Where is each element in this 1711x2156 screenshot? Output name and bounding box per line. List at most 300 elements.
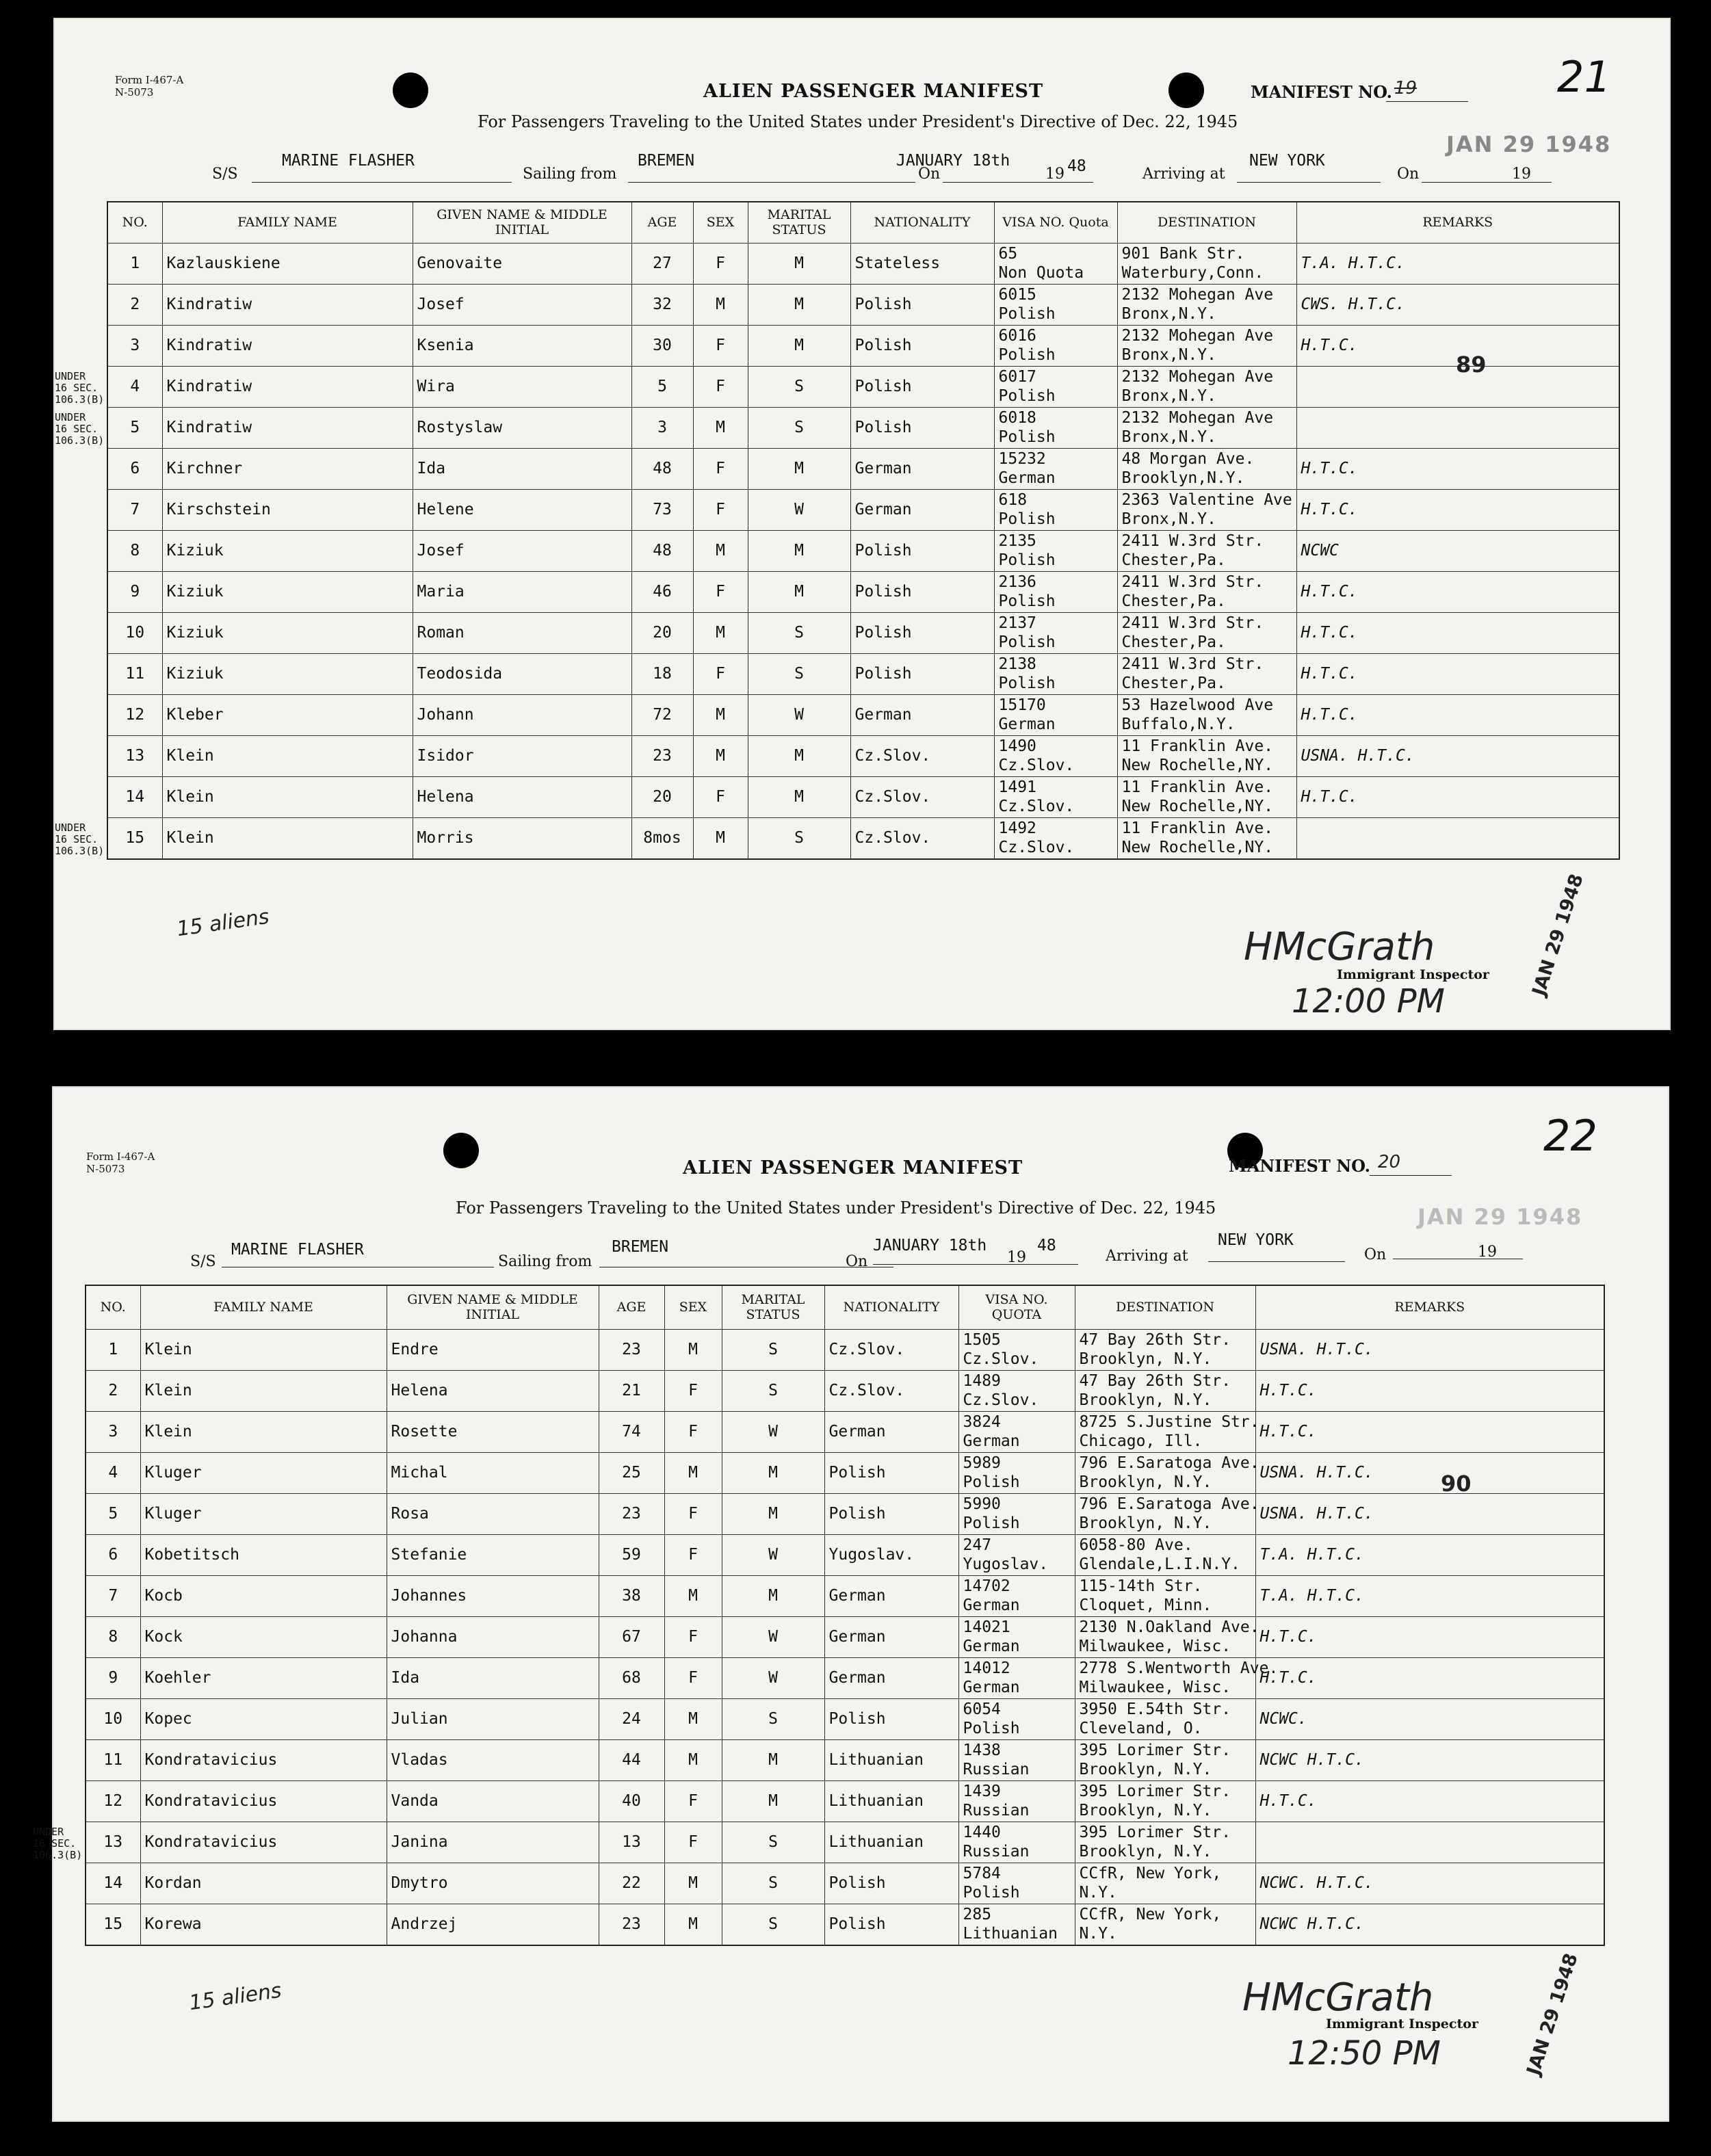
table-row bbox=[107, 448, 1619, 489]
form-code: N-5073 bbox=[86, 1163, 125, 1175]
visa-number-line-1: 6015 bbox=[998, 286, 1036, 304]
destination-line-2: New Rochelle,NY. bbox=[1121, 798, 1274, 815]
destination bbox=[1075, 1822, 1255, 1863]
visa-number-line-2: Polish bbox=[998, 346, 1056, 364]
family-name: Klein bbox=[162, 776, 413, 817]
destination-line-1: 796 E.Saratoga Ave. bbox=[1079, 1454, 1259, 1472]
family-name: Kocb bbox=[140, 1575, 387, 1616]
visa-number bbox=[994, 817, 1117, 859]
age: 22 bbox=[599, 1863, 664, 1904]
visa-number bbox=[994, 530, 1117, 571]
manifest-page-1 bbox=[53, 18, 1671, 1030]
age: 20 bbox=[631, 612, 693, 653]
age: 18 bbox=[631, 653, 693, 694]
col-header-sex: SEX bbox=[664, 1285, 722, 1329]
nationality: Lithuanian bbox=[824, 1739, 958, 1780]
destination-line-1: 2363 Valentine Ave bbox=[1121, 491, 1292, 509]
visa-number-line-2: Polish bbox=[998, 428, 1056, 446]
age: 23 bbox=[631, 735, 693, 776]
family-name: Kazlauskiene bbox=[162, 243, 413, 284]
destination bbox=[1117, 407, 1296, 448]
age: 32 bbox=[631, 284, 693, 325]
visa-number-line-1: 5784 bbox=[963, 1865, 1001, 1882]
table-row bbox=[107, 366, 1619, 407]
row-number: 8 bbox=[86, 1616, 140, 1657]
destination bbox=[1117, 817, 1296, 859]
family-name: Koehler bbox=[140, 1657, 387, 1698]
row-number: 14 bbox=[107, 776, 162, 817]
visa-number-line-1: 1439 bbox=[963, 1783, 1001, 1800]
family-name: Kindratiw bbox=[162, 366, 413, 407]
visa-number-line-1: 2137 bbox=[998, 614, 1036, 632]
family-name: Kluger bbox=[140, 1493, 387, 1534]
family-name: Kirchner bbox=[162, 448, 413, 489]
row-number: 10 bbox=[86, 1698, 140, 1739]
marital-status: W bbox=[748, 489, 850, 530]
age: 5 bbox=[631, 366, 693, 407]
remarks: H.T.C. bbox=[1296, 612, 1619, 653]
destination bbox=[1117, 325, 1296, 366]
visa-number bbox=[958, 1411, 1075, 1452]
destination bbox=[1075, 1493, 1259, 1534]
family-name: Kleber bbox=[162, 694, 413, 735]
nationality: Polish bbox=[824, 1698, 958, 1739]
visa-number bbox=[994, 243, 1117, 284]
remarks: USNA. H.T.C. bbox=[1255, 1452, 1604, 1493]
visa-number-line-1: 5989 bbox=[963, 1454, 1001, 1472]
visa-number bbox=[958, 1698, 1075, 1739]
sex: F bbox=[693, 653, 748, 694]
remarks: USNA. H.T.C. bbox=[1296, 735, 1619, 776]
sex: M bbox=[664, 1575, 722, 1616]
destination-line-1: 2411 W.3rd Str. bbox=[1121, 655, 1264, 673]
age: 73 bbox=[631, 489, 693, 530]
visa-number bbox=[958, 1822, 1075, 1863]
visa-number bbox=[994, 735, 1117, 776]
destination-line-1: 48 Morgan Ave. bbox=[1121, 450, 1255, 468]
visa-number-line-2: Russian bbox=[963, 1761, 1030, 1778]
given-name: Janina bbox=[387, 1822, 599, 1863]
marital-status: M bbox=[748, 448, 850, 489]
nationality: German bbox=[824, 1657, 958, 1698]
remarks: T.A. H.T.C. bbox=[1296, 243, 1619, 284]
table-row bbox=[107, 612, 1619, 653]
visa-number-line-1: 618 bbox=[998, 491, 1028, 509]
given-name: Dmytro bbox=[387, 1863, 599, 1904]
sex: M bbox=[664, 1863, 722, 1904]
manifest-subtitle: For Passengers Traveling to the United States under President's Directive of Dec. 22, 1945 bbox=[456, 1198, 1216, 1218]
row-number: 13 bbox=[107, 735, 162, 776]
alien-count-note: 15 aliens bbox=[187, 1978, 283, 2016]
destination bbox=[1075, 1575, 1255, 1616]
marital-status: S bbox=[722, 1904, 824, 1945]
manifest-subtitle: For Passengers Traveling to the United States under President's Directive of Dec. 22, 1945 bbox=[478, 112, 1238, 131]
visa-number-line-1: 247 bbox=[963, 1536, 992, 1554]
nationality: Polish bbox=[824, 1863, 958, 1904]
destination-line-1: 47 Bay 26th Str. bbox=[1079, 1331, 1231, 1349]
nationality: Polish bbox=[850, 653, 994, 694]
manifest-title: ALIEN PASSENGER MANIFEST bbox=[683, 1157, 1023, 1179]
destination-line-1: 2411 W.3rd Str. bbox=[1121, 532, 1264, 550]
visa-number-line-1: 6018 bbox=[998, 409, 1036, 427]
destination-line-1: 395 Lorimer Str. bbox=[1079, 1783, 1231, 1800]
manifest-number-label: MANIFEST NO. bbox=[1251, 82, 1393, 102]
inspection-time: 12:50 PM bbox=[1288, 2034, 1441, 2073]
row-number: 12 bbox=[107, 694, 162, 735]
destination bbox=[1117, 653, 1296, 694]
visa-number-line-2: Cz.Slov. bbox=[963, 1350, 1039, 1368]
sailing-from-label: Sailing from bbox=[498, 1253, 592, 1270]
visa-number bbox=[994, 489, 1117, 530]
destination-line-1: 2132 Mohegan Ave bbox=[1121, 409, 1274, 427]
arrival-date-stamp: JAN 29 1948 bbox=[1418, 1204, 1583, 1230]
given-name: Rosa bbox=[387, 1493, 599, 1534]
nationality: German bbox=[850, 448, 994, 489]
visa-number-line-1: 15232 bbox=[998, 450, 1046, 468]
row-number: 6 bbox=[107, 448, 162, 489]
visa-number-line-1: 1492 bbox=[998, 819, 1036, 837]
visa-number-line-2: Polish bbox=[963, 1514, 1020, 1532]
remarks: USNA. H.T.C. bbox=[1255, 1493, 1604, 1534]
visa-number-line-2: Polish bbox=[998, 592, 1056, 610]
col-header-remarks: REMARKS bbox=[1296, 202, 1619, 243]
remarks: H.T.C. bbox=[1255, 1616, 1604, 1657]
visa-number bbox=[994, 407, 1117, 448]
punch-hole bbox=[443, 1133, 479, 1168]
given-name: Genovaite bbox=[413, 243, 631, 284]
sailing-from: BREMEN bbox=[638, 152, 695, 170]
table-row bbox=[86, 1698, 1604, 1739]
visa-number bbox=[994, 571, 1117, 612]
visa-number-line-2: Cz.Slov. bbox=[998, 757, 1075, 774]
destination-line-2: Cleveland, O. bbox=[1079, 1720, 1203, 1737]
destination-line-2: Brooklyn, N.Y. bbox=[1079, 1350, 1212, 1368]
destination-line-1: 2132 Mohegan Ave bbox=[1121, 327, 1274, 345]
destination bbox=[1075, 1329, 1255, 1370]
remarks: NCWC bbox=[1296, 530, 1619, 571]
family-name: Korewa bbox=[140, 1904, 387, 1945]
visa-number-line-1: 1491 bbox=[998, 778, 1036, 796]
destination-line-2: Chester,Pa. bbox=[1121, 633, 1226, 651]
nationality: Cz.Slov. bbox=[850, 817, 994, 859]
given-name: Josef bbox=[413, 530, 631, 571]
family-name: Kopec bbox=[140, 1698, 387, 1739]
family-name: Klein bbox=[162, 735, 413, 776]
destination bbox=[1117, 489, 1296, 530]
destination bbox=[1117, 694, 1296, 735]
sex: M bbox=[693, 817, 748, 859]
visa-number-line-1: 1490 bbox=[998, 737, 1036, 755]
given-name: Ida bbox=[387, 1657, 599, 1698]
table-row bbox=[86, 1493, 1604, 1534]
destination-line-1: 796 E.Saratoga Ave. bbox=[1079, 1495, 1259, 1513]
destination-line-2: Cloquet, Minn. bbox=[1079, 1596, 1212, 1614]
table-row bbox=[86, 1780, 1604, 1822]
inspector-label: Immigrant Inspector bbox=[1326, 2016, 1478, 2032]
sail-year: 48 bbox=[1037, 1237, 1056, 1254]
table-row bbox=[86, 1534, 1604, 1575]
family-name: Kobetitsch bbox=[140, 1534, 387, 1575]
nationality: Polish bbox=[824, 1493, 958, 1534]
visa-number bbox=[958, 1904, 1075, 1945]
family-name: Kondratavicius bbox=[140, 1822, 387, 1863]
destination-line-1: 8725 S.Justine Str. bbox=[1079, 1413, 1259, 1431]
family-name: Kluger bbox=[140, 1452, 387, 1493]
given-name: Josef bbox=[413, 284, 631, 325]
given-name: Michal bbox=[387, 1452, 599, 1493]
inspector-date-stamp: JAN 29 1948 bbox=[1523, 1950, 1582, 2078]
age: 46 bbox=[631, 571, 693, 612]
destination-line-2: Brooklyn,N.Y. bbox=[1121, 469, 1245, 487]
visa-number bbox=[958, 1452, 1075, 1493]
marital-status: M bbox=[722, 1493, 824, 1534]
remarks bbox=[1296, 817, 1619, 859]
visa-number-line-1: 2138 bbox=[998, 655, 1036, 673]
remarks: CWS. H.T.C. bbox=[1296, 284, 1619, 325]
visa-number bbox=[994, 612, 1117, 653]
visa-number bbox=[994, 284, 1117, 325]
visa-number-line-2: Russian bbox=[963, 1843, 1030, 1861]
table-row bbox=[107, 407, 1619, 448]
destination-line-1: 6058-80 Ave. bbox=[1079, 1536, 1193, 1554]
age: 27 bbox=[631, 243, 693, 284]
visa-number-line-1: 1440 bbox=[963, 1824, 1001, 1841]
visa-number-line-1: 14702 bbox=[963, 1577, 1010, 1595]
given-name: Maria bbox=[413, 571, 631, 612]
given-name: Helena bbox=[387, 1370, 599, 1411]
visa-number bbox=[994, 776, 1117, 817]
sex: M bbox=[664, 1452, 722, 1493]
visa-number bbox=[994, 694, 1117, 735]
table-row bbox=[86, 1822, 1604, 1863]
destination-line-2: Buffalo,N.Y. bbox=[1121, 715, 1236, 733]
marital-status: S bbox=[748, 653, 850, 694]
age: 23 bbox=[599, 1904, 664, 1945]
visa-number bbox=[958, 1575, 1075, 1616]
row-number: 4 bbox=[86, 1452, 140, 1493]
destination-line-2: New Rochelle,NY. bbox=[1121, 839, 1274, 856]
marital-status: W bbox=[722, 1534, 824, 1575]
col-header-destination: DESTINATION bbox=[1117, 202, 1296, 243]
inspector-signature: HMcGrath bbox=[1242, 1975, 1434, 2020]
remarks: H.T.C. bbox=[1255, 1657, 1604, 1698]
punch-hole bbox=[393, 73, 428, 108]
marital-status: S bbox=[748, 612, 850, 653]
sex: F bbox=[664, 1616, 722, 1657]
destination-line-1: 11 Franklin Ave. bbox=[1121, 819, 1274, 837]
sex: F bbox=[664, 1780, 722, 1822]
visa-number-line-2: Cz.Slov. bbox=[963, 1391, 1039, 1409]
remarks: NCWC. H.T.C. bbox=[1255, 1863, 1604, 1904]
table-row bbox=[107, 817, 1619, 859]
marital-status: M bbox=[722, 1452, 824, 1493]
visa-number-line-1: 3824 bbox=[963, 1413, 1001, 1431]
sex: F bbox=[693, 448, 748, 489]
sex: F bbox=[693, 366, 748, 407]
remarks: H.T.C. bbox=[1296, 448, 1619, 489]
given-name: Julian bbox=[387, 1698, 599, 1739]
visa-number-line-2: German bbox=[998, 715, 1056, 733]
visa-number-line-1: 6054 bbox=[963, 1700, 1001, 1718]
visa-number-line-1: 285 bbox=[963, 1906, 992, 1923]
col-header-nationality: NATIONALITY bbox=[824, 1285, 958, 1329]
age: 48 bbox=[631, 530, 693, 571]
age: 23 bbox=[599, 1329, 664, 1370]
nationality: Polish bbox=[824, 1904, 958, 1945]
sail-date: JANUARY 18th bbox=[873, 1237, 987, 1254]
visa-number bbox=[958, 1780, 1075, 1822]
remarks: H.T.C. bbox=[1296, 571, 1619, 612]
marital-status: M bbox=[748, 243, 850, 284]
age: 59 bbox=[599, 1534, 664, 1575]
row-number: 15 bbox=[107, 817, 162, 859]
destination-line-1: 395 Lorimer Str. bbox=[1079, 1824, 1231, 1841]
col-header-remarks: REMARKS bbox=[1255, 1285, 1604, 1329]
visa-number bbox=[994, 448, 1117, 489]
visa-number-line-2: Polish bbox=[998, 510, 1056, 528]
table-row bbox=[107, 530, 1619, 571]
destination-line-1: 2411 W.3rd Str. bbox=[1121, 614, 1264, 632]
visa-number bbox=[994, 366, 1117, 407]
col-header-marital-status: MARITAL STATUS bbox=[722, 1285, 824, 1329]
sex: M bbox=[664, 1698, 722, 1739]
nationality: German bbox=[850, 694, 994, 735]
visa-number-line-1: 1438 bbox=[963, 1741, 1001, 1759]
family-name: Kindratiw bbox=[162, 407, 413, 448]
destination-line-1: 2130 N.Oakland Ave. bbox=[1079, 1618, 1259, 1636]
family-name: Kiziuk bbox=[162, 612, 413, 653]
under-16-note: UNDER 16 SEC. 106.3(B) bbox=[33, 1826, 83, 1861]
remarks: H.T.C. bbox=[1296, 776, 1619, 817]
age: 44 bbox=[599, 1739, 664, 1780]
family-name: Kondratavicius bbox=[140, 1780, 387, 1822]
col-header-no: NO. bbox=[107, 202, 162, 243]
visa-number-line-1: 14021 bbox=[963, 1618, 1010, 1636]
nationality: German bbox=[824, 1575, 958, 1616]
marital-status: W bbox=[722, 1411, 824, 1452]
arrival-year-prefix: 19 bbox=[1512, 166, 1531, 183]
family-name: Klein bbox=[140, 1411, 387, 1452]
sail-year: 48 bbox=[1067, 157, 1086, 175]
family-name: Kindratiw bbox=[162, 284, 413, 325]
visa-number-line-1: 2136 bbox=[998, 573, 1036, 591]
row-number: 14 bbox=[86, 1863, 140, 1904]
arrival-date-stamp: JAN 29 1948 bbox=[1446, 131, 1612, 157]
remarks: T.A. H.T.C. bbox=[1255, 1575, 1604, 1616]
destination-line-2: Bronx,N.Y. bbox=[1121, 510, 1216, 528]
nationality: Lithuanian bbox=[824, 1822, 958, 1863]
col-header-given-name: GIVEN NAME & MIDDLE INITIAL bbox=[413, 202, 631, 243]
family-name: Kiziuk bbox=[162, 571, 413, 612]
destination-line-2: Chester,Pa. bbox=[1121, 551, 1226, 569]
destination-line-2: N.Y. bbox=[1079, 1884, 1117, 1902]
inspection-time: 12:00 PM bbox=[1292, 982, 1445, 1021]
manifest-number: 20 bbox=[1378, 1152, 1401, 1172]
age: 24 bbox=[599, 1698, 664, 1739]
visa-number-line-2: Polish bbox=[963, 1884, 1020, 1902]
family-name: Kirschstein bbox=[162, 489, 413, 530]
visa-number bbox=[994, 653, 1117, 694]
visa-number-line-2: Cz.Slov. bbox=[998, 798, 1075, 815]
punch-hole bbox=[1168, 73, 1204, 108]
remarks: H.T.C. bbox=[1255, 1370, 1604, 1411]
table-row bbox=[86, 1739, 1604, 1780]
remarks: NCWC H.T.C. bbox=[1255, 1904, 1604, 1945]
visa-number-line-2: Lithuanian bbox=[963, 1925, 1058, 1943]
sailing-from: BREMEN bbox=[612, 1238, 669, 1256]
visa-number bbox=[958, 1370, 1075, 1411]
col-header-family-name: FAMILY NAME bbox=[140, 1285, 387, 1329]
visa-number-line-2: Cz.Slov. bbox=[998, 839, 1075, 856]
col-header-marital-status: MARITAL STATUS bbox=[748, 202, 850, 243]
marital-status: M bbox=[748, 284, 850, 325]
destination-line-2: Waterbury,Conn. bbox=[1121, 264, 1264, 282]
visa-number bbox=[958, 1657, 1075, 1698]
visa-number-line-1: 15170 bbox=[998, 696, 1046, 714]
destination-line-2: Brooklyn, N.Y. bbox=[1079, 1391, 1212, 1409]
age: 20 bbox=[631, 776, 693, 817]
marital-status: S bbox=[748, 817, 850, 859]
table-row bbox=[86, 1657, 1604, 1698]
destination-line-2: Bronx,N.Y. bbox=[1121, 305, 1216, 323]
visa-number-line-2: German bbox=[998, 469, 1056, 487]
visa-number-line-2: Polish bbox=[998, 633, 1056, 651]
nationality: Polish bbox=[824, 1452, 958, 1493]
table-row bbox=[107, 489, 1619, 530]
visa-number bbox=[958, 1863, 1075, 1904]
sex: F bbox=[693, 776, 748, 817]
destination-line-1: CCfR, New York, bbox=[1079, 1906, 1222, 1923]
age: 68 bbox=[599, 1657, 664, 1698]
sex: F bbox=[693, 325, 748, 366]
form-number: Form I-467-A bbox=[115, 74, 184, 86]
col-header-age: AGE bbox=[599, 1285, 664, 1329]
page-number: 21 bbox=[1557, 52, 1611, 102]
age: 21 bbox=[599, 1370, 664, 1411]
under-16-note: UNDER 16 SEC. 106.3(B) bbox=[55, 370, 105, 406]
row-number: 7 bbox=[107, 489, 162, 530]
destination bbox=[1117, 284, 1296, 325]
given-name: Vanda bbox=[387, 1780, 599, 1822]
sex: M bbox=[664, 1329, 722, 1370]
nationality: Polish bbox=[850, 530, 994, 571]
row-number: 5 bbox=[86, 1493, 140, 1534]
visa-number-line-2: Polish bbox=[998, 674, 1056, 692]
tally-number: 89 bbox=[1456, 352, 1487, 378]
remarks: H.T.C. bbox=[1296, 694, 1619, 735]
given-name: Andrzej bbox=[387, 1904, 599, 1945]
manifest-title: ALIEN PASSENGER MANIFEST bbox=[703, 81, 1044, 102]
given-name: Stefanie bbox=[387, 1534, 599, 1575]
family-name: Klein bbox=[140, 1370, 387, 1411]
manifest-page-2 bbox=[33, 1086, 1669, 2122]
visa-number-line-1: 65 bbox=[998, 245, 1018, 263]
destination-line-2: Bronx,N.Y. bbox=[1121, 387, 1216, 405]
inspector-signature: HMcGrath bbox=[1244, 925, 1435, 969]
destination bbox=[1117, 735, 1296, 776]
family-name: Klein bbox=[140, 1329, 387, 1370]
col-header-destination: DESTINATION bbox=[1075, 1285, 1255, 1329]
marital-status: S bbox=[748, 407, 850, 448]
destination-line-1: 11 Franklin Ave. bbox=[1121, 737, 1274, 755]
destination-line-2: Milwaukee, Wisc. bbox=[1079, 1638, 1231, 1655]
destination-line-2: Brooklyn, N.Y. bbox=[1079, 1843, 1212, 1861]
given-name: Ida bbox=[413, 448, 631, 489]
marital-status: M bbox=[722, 1780, 824, 1822]
marital-status: S bbox=[722, 1698, 824, 1739]
remarks bbox=[1255, 1822, 1604, 1863]
age: 72 bbox=[631, 694, 693, 735]
